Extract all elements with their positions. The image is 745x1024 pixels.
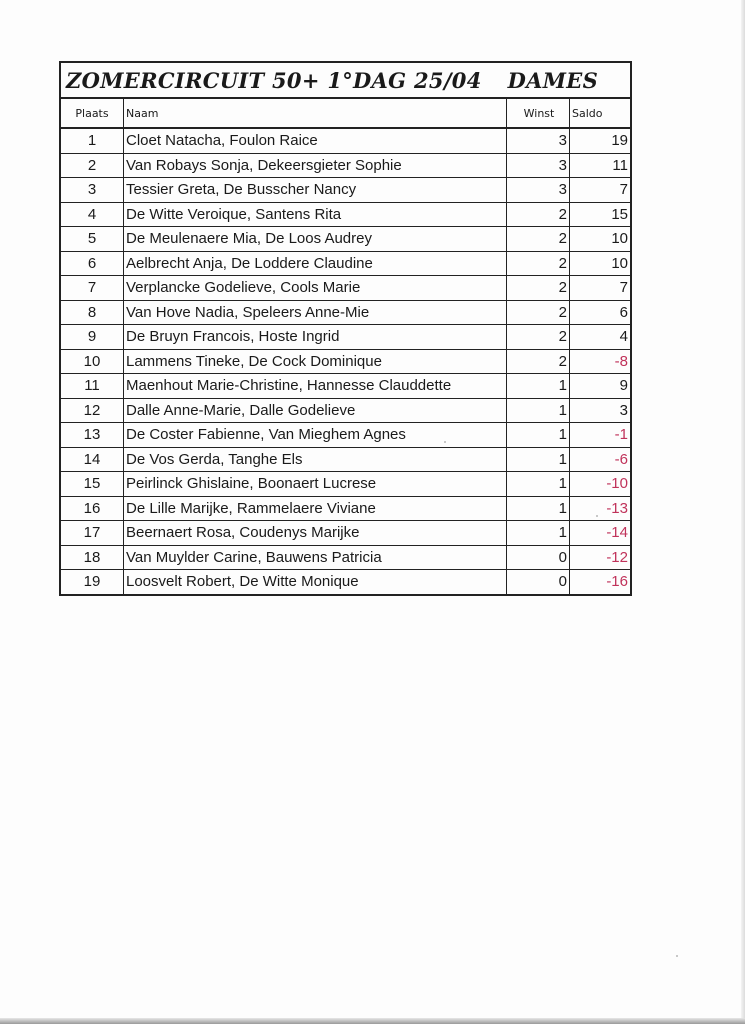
balance-cell: -10: [606, 475, 628, 493]
balance-cell: 6: [619, 303, 628, 321]
scan-edge-bottom: [0, 1018, 745, 1024]
balance-cell: 7: [619, 279, 628, 297]
wins-cell: 1: [507, 448, 570, 472]
standings-table: [59, 61, 632, 596]
rank-cell: 7: [61, 276, 124, 300]
category-label: DAMES: [507, 67, 599, 93]
balance-cell: 9: [619, 377, 628, 395]
wins-cell: 2: [507, 325, 570, 349]
balance-cell: 11: [612, 156, 628, 174]
rank-cell: 3: [61, 178, 124, 202]
name-cell: Maenhout Marie-Christine, Hannesse Clauddette: [124, 374, 507, 398]
name-cell: Van Robays Sonja, Dekeersgieter Sophie: [124, 154, 507, 178]
wins-cell: 0: [507, 570, 570, 594]
name-cell: De Meulenaere Mia, De Loos Audrey: [124, 227, 507, 251]
wins-cell: 2: [507, 276, 570, 300]
wins-cell: 2: [507, 227, 570, 251]
balance-cell: 10: [611, 230, 628, 248]
balance-cell: -13: [606, 499, 628, 517]
name-cell: De Witte Veroique, Santens Rita: [124, 203, 507, 227]
table-row: [61, 252, 630, 277]
name-cell: Aelbrecht Anja, De Loddere Claudine: [124, 252, 507, 276]
name-cell: Van Muylder Carine, Bauwens Patricia: [124, 546, 507, 570]
wins-cell: 0: [507, 546, 570, 570]
name-cell: Tessier Greta, De Busscher Nancy: [124, 178, 507, 202]
balance-cell: -1: [614, 426, 628, 444]
wins-cell: 2: [507, 350, 570, 374]
scan-speck: [676, 955, 678, 957]
balance-cell: -16: [606, 573, 628, 591]
rank-cell: 5: [61, 227, 124, 251]
name-cell: De Coster Fabienne, Van Mieghem Agnes: [124, 423, 507, 447]
name-cell: Beernaert Rosa, Coudenys Marijke: [124, 521, 507, 545]
balance-cell: 10: [611, 254, 628, 272]
header-wins: Winst: [507, 99, 570, 127]
rank-cell: 9: [61, 325, 124, 349]
balance-cell: 19: [611, 132, 628, 150]
table-row: [61, 399, 630, 424]
name-cell: De Bruyn Francois, Hoste Ingrid: [124, 325, 507, 349]
balance-cell: 7: [619, 181, 628, 199]
wins-cell: 1: [507, 521, 570, 545]
table-row: [61, 129, 630, 154]
table-row: [61, 350, 630, 375]
wins-cell: 3: [507, 178, 570, 202]
rank-cell: 2: [61, 154, 124, 178]
balance-cell: -14: [606, 524, 628, 542]
rank-cell: 16: [61, 497, 124, 521]
rank-cell: 6: [61, 252, 124, 276]
table-row: [61, 472, 630, 497]
balance-cell: -12: [606, 548, 628, 566]
scan-speck: [444, 441, 446, 443]
rank-cell: 1: [61, 129, 124, 153]
table-row: [61, 497, 630, 522]
rank-cell: 13: [61, 423, 124, 447]
header-name: Naam: [124, 99, 507, 127]
balance-cell: 3: [619, 401, 628, 419]
rank-cell: 15: [61, 472, 124, 496]
wins-cell: 2: [507, 252, 570, 276]
wins-cell: 1: [507, 472, 570, 496]
rank-cell: 17: [61, 521, 124, 545]
header-row: [61, 99, 630, 129]
table-row: [61, 521, 630, 546]
balance-cell: 4: [619, 328, 628, 346]
name-cell: Peirlinck Ghislaine, Boonaert Lucrese: [124, 472, 507, 496]
table-row: [61, 203, 630, 228]
table-body: [61, 129, 630, 594]
wins-cell: 3: [507, 129, 570, 153]
table-row: [61, 448, 630, 473]
rank-cell: 14: [61, 448, 124, 472]
name-cell: Loosvelt Robert, De Witte Monique: [124, 570, 507, 594]
wins-cell: 2: [507, 203, 570, 227]
balance-cell: 15: [611, 205, 628, 223]
table-title: [61, 63, 630, 99]
wins-cell: 1: [507, 374, 570, 398]
balance-cell: -6: [614, 450, 628, 468]
name-cell: De Vos Gerda, Tanghe Els: [124, 448, 507, 472]
wins-cell: 1: [507, 497, 570, 521]
table-row: [61, 154, 630, 179]
balance-cell: -8: [614, 352, 628, 370]
header-rank: Plaats: [61, 99, 124, 127]
rank-cell: 8: [61, 301, 124, 325]
scan-speck: [596, 515, 598, 517]
name-cell: Dalle Anne-Marie, Dalle Godelieve: [124, 399, 507, 423]
name-cell: Van Hove Nadia, Speleers Anne-Mie: [124, 301, 507, 325]
table-row: [61, 374, 630, 399]
table-row: [61, 276, 630, 301]
table-row: [61, 227, 630, 252]
wins-cell: 1: [507, 399, 570, 423]
rank-cell: 18: [61, 546, 124, 570]
rank-cell: 19: [61, 570, 124, 594]
table-row: [61, 570, 630, 594]
name-cell: Lammens Tineke, De Cock Dominique: [124, 350, 507, 374]
rank-cell: 12: [61, 399, 124, 423]
rank-cell: 4: [61, 203, 124, 227]
scan-edge-right: [741, 0, 745, 1024]
header-balance: Saldo: [572, 106, 603, 120]
rank-cell: 11: [61, 374, 124, 398]
wins-cell: 3: [507, 154, 570, 178]
name-cell: Verplancke Godelieve, Cools Marie: [124, 276, 507, 300]
table-row: [61, 178, 630, 203]
table-row: [61, 325, 630, 350]
title-text: ZOMERCIRCUIT 50+ 1°DAG 25/04: [66, 67, 482, 93]
table-row: [61, 301, 630, 326]
name-cell: De Lille Marijke, Rammelaere Viviane: [124, 497, 507, 521]
table-row: [61, 546, 630, 571]
name-cell: Cloet Natacha, Foulon Raice: [124, 129, 507, 153]
table-row: [61, 423, 630, 448]
rank-cell: 10: [61, 350, 124, 374]
wins-cell: 2: [507, 301, 570, 325]
wins-cell: 1: [507, 423, 570, 447]
